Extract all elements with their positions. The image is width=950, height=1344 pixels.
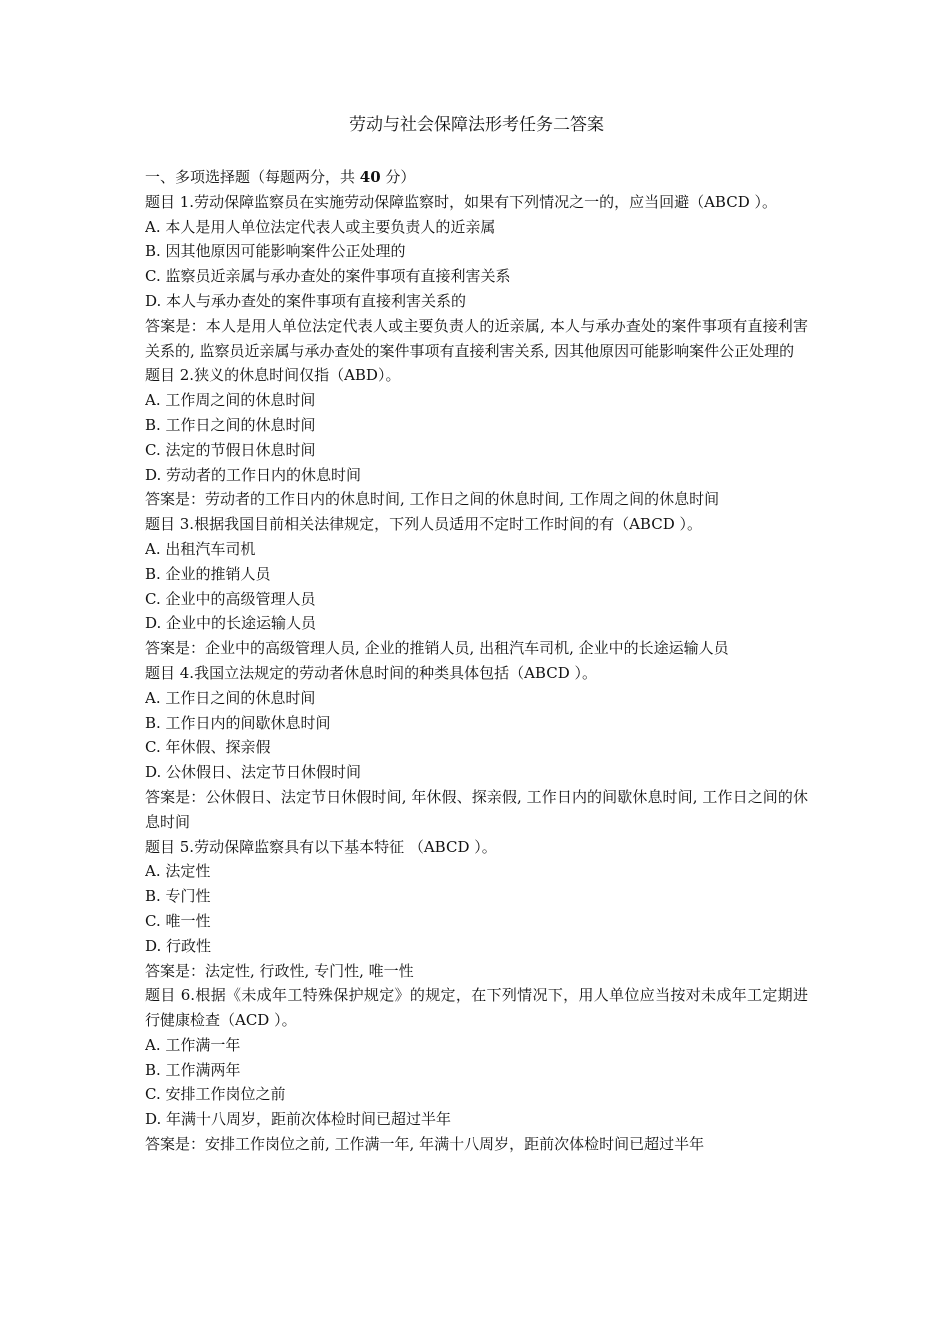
question-4 [145,661,808,835]
option-a: A. 工作周之间的休息时间 [145,391,316,410]
question-6 [145,983,808,1157]
option-b: B. 工作满两年 [145,1060,241,1079]
option-c: C. 年休假、探亲假 [145,738,271,757]
section-heading-suffix: 分） [380,168,416,186]
option-a: A. 工作满一年 [145,1035,241,1054]
option-a: A. 工作日之间的休息时间 [145,688,316,707]
option-a: A. 出租汽车司机 [145,539,256,558]
option-d: D. 本人与承办查处的案件事项有直接利害关系的 [145,291,467,310]
section-heading [145,165,808,190]
question-stem: 题目 2.狭义的休息时间仅指（ABD）。 [145,366,401,385]
question-stem: 题目 6.根据《未成年工特殊保护规定》的规定，在下列情况下，用人单位应当按对未成年工定期进行健康检查（ACD ）。 [145,986,808,1030]
question-stem: 题目 3.根据我国目前相关法律规定，下列人员适用不定时工作时间的有（ABCD ）。 [145,515,702,534]
option-d: D. 行政性 [145,936,212,955]
option-d: D. 公休假日、法定节日休假时间 [145,763,362,782]
option-d: D. 年满十八周岁，距前次体检时间已超过半年 [145,1110,452,1129]
section-heading-prefix: 一、多项选择题（每题两分，共 [145,168,360,186]
option-d: D. 劳动者的工作日内的休息时间 [145,465,362,484]
option-a: A. 本人是用人单位法定代表人或主要负责人的近亲属 [145,217,496,236]
option-b: B. 专门性 [145,887,211,906]
answer-text: 答案是：本人是用人单位法定代表人或主要负责人的近亲属, 本人与承办查处的案件事项有直接利害关系的, 监察员近亲属与承办查处的案件事项有直接利害关系, 因其他原因可能影响案件公正处理的 [145,316,808,360]
answer-text: 答案是：公休假日、法定节日休假时间, 年休假、探亲假, 工作日内的间歇休息时间, 工作日之间的休息时间 [145,787,808,831]
option-b: B. 企业的推销人员 [145,564,271,583]
question-1 [145,190,808,364]
document-title: 劳动与社会保障法形考任务二答案 [349,115,604,135]
option-b: B. 工作日之间的休息时间 [145,415,316,434]
option-b: B. 工作日内的间歇休息时间 [145,713,331,732]
option-c: C. 唯一性 [145,911,211,930]
answer-text: 答案是：劳动者的工作日内的休息时间, 工作日之间的休息时间, 工作周之间的休息时间 [145,490,720,509]
question-2 [145,363,808,512]
option-d: D. 企业中的长途运输人员 [145,614,317,633]
question-stem: 题目 4.我国立法规定的劳动者休息时间的种类具体包括（ABCD ）。 [145,663,597,682]
question-stem: 题目 1.劳动保障监察员在实施劳动保障监察时，如果有下列情况之一的，应当回避（ABCD ）。 [145,192,777,211]
option-c: C. 法定的节假日休息时间 [145,440,316,459]
question-3 [145,512,808,661]
answer-text: 答案是：企业中的高级管理人员, 企业的推销人员, 出租汽车司机, 企业中的长途运输人员 [145,639,729,658]
option-c: C. 监察员近亲属与承办查处的案件事项有直接利害关系 [145,267,511,286]
question-5 [145,835,808,984]
option-c: C. 企业中的高级管理人员 [145,589,316,608]
section-points: 40 [359,168,381,186]
answer-text: 答案是：安排工作岗位之前, 工作满一年, 年满十八周岁，距前次体检时间已超过半年 [145,1135,705,1154]
option-a: A. 法定性 [145,862,211,881]
question-stem: 题目 5.劳动保障监察具有以下基本特征 （ABCD ）。 [145,837,497,856]
answer-text: 答案是：法定性, 行政性, 专门性, 唯一性 [145,961,414,980]
option-c: C. 安排工作岗位之前 [145,1085,286,1104]
option-b: B. 因其他原因可能影响案件公正处理的 [145,242,406,261]
